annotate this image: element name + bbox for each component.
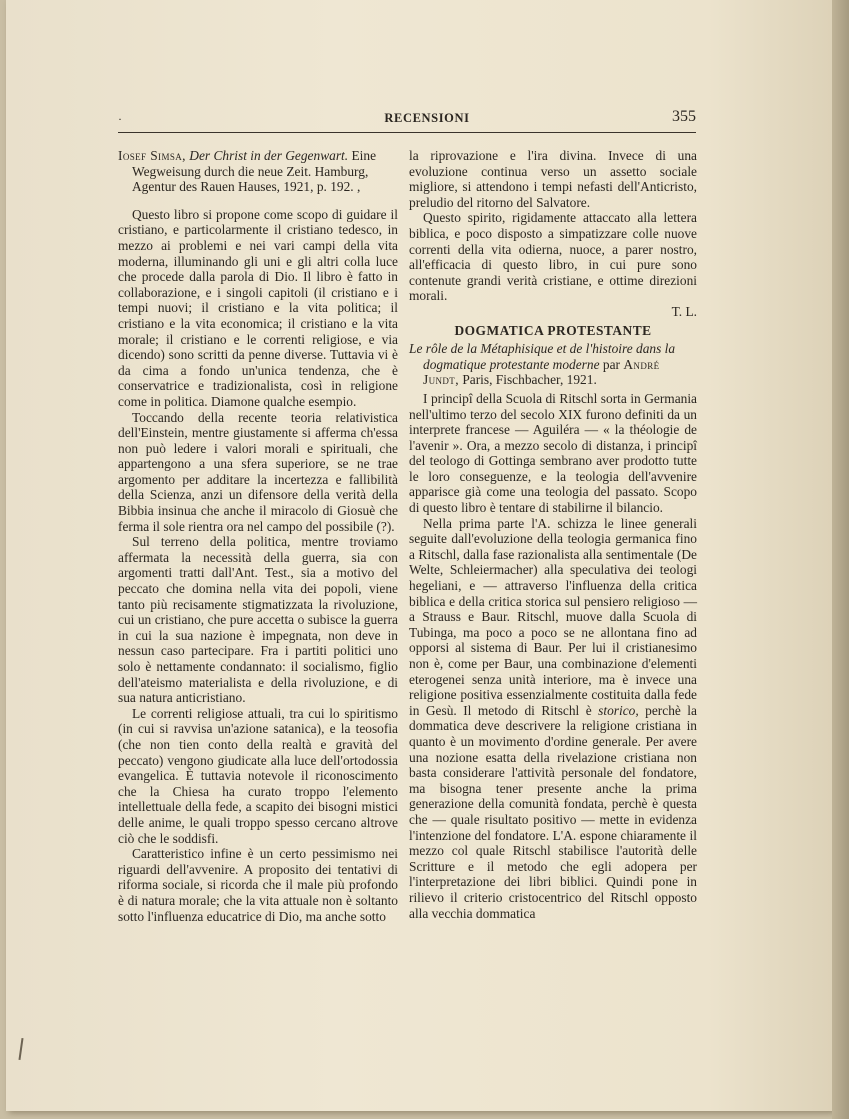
- paragraph: Le correnti religiose attuali, tra cui lo spiritismo (in cui si ravvisa un'azione satanica), e la teosofia (che non tien conto della realtà e gravità del peccato) vengono giudicate alla luce dell'ortodossia evangelica. È tuttavia notevole il riconoscimento che la Chiesa ha curato troppo l'elemento intellettuale della fede, a scapito dei bisogni mistici delle anime, le quali troppo spesso cercano altrove ciò che le soddisfi.: [118, 705, 398, 846]
- review-publication: Paris, Fischbacher, 1921.: [462, 372, 597, 388]
- paragraph: Questo libro si propone come scopo di guidare il cristiano, e particolarmente il cristiano tedesco, in mezzo ai problemi e nei vari campi della vita moderna, illuminando gli uni e gli altri colla luce che procede dalla parola di Dio. Il libro è fatto in collaborazione, e i singoli capitoli (il cristiano e i tempi nuovi; il cristiano e la vita politica; il cristiano e la vita economica; il cristiano e la vita morale; il cristiano e le correnti religiose, e via dicendo) sono scritti da penne diverse. Tuttavia vi è da cima a fondo un'unica tendenza, che è conservatrice e tradizionalista, così in religione come in politica. Diamone qualche esempio.: [118, 206, 398, 409]
- paragraph: Toccando della recente teoria relativistica dell'Einstein, mentre giustamente si afferma ch'essa non può ledere i valori morali e spirituali, che appartengono a una sfera superiore, se ne trae argomento per additare la incertezza e fallibilità della Scienza, anzi un difensore della verità della Bibbia insinua che anche il miracolo di Giosuè che ferma il sole rientra ora nel campo del possibile (?).: [118, 409, 398, 534]
- paragraph: I principî della Scuola di Ritschl sorta in Germania nell'ultimo terzo del secolo XIX furono definiti da un interprete francese — Aguiléra — « la théologie de l'avenir ». Ora, a mezzo secolo di distanza, i principî del teologo di Gottinga sembrano aver prodotto tutte le loro conseguenze, e la teologia dell'avvenire apparisce già come una teologia del passato. Scopo di questo libro è tentare di stabilirne il bilancio.: [409, 390, 697, 516]
- review-title: Der Christ in der Gegenwart.: [189, 148, 349, 163]
- paragraph: Caratteristico infine è un certo pessimismo nei riguardi dell'avvenire. A proposito dei tentativi di riforma sociale, si ricorda che il male più profondo è di natura morale; che la vita attuale non è soltanto sotto l'influenza educatrice di Dio, ma anche sotto: [118, 846, 398, 924]
- right-column: [409, 148, 697, 921]
- review-par: par: [602, 356, 620, 372]
- section-heading: DOGMATICA PROTESTANTE: [454, 322, 652, 338]
- header-rule: [118, 132, 696, 133]
- review-author: Iosef Simsa,: [118, 148, 186, 163]
- left-column: [118, 148, 398, 924]
- header-dot: ·: [118, 112, 122, 126]
- paragraph: la riprovazione e l'ira divina. Invece di una evoluzione continua verso un assetto sociale migliore, si attendono i tempi nefasti dell'Anticristo, preludio del ritorno del Salvatore.: [409, 148, 697, 210]
- paragraph: Questo spirito, rigidamente attaccato alla lettera biblica, e poco disposto a simpatizzare colle nuove correnti della vita odierna, nuoce, a parer nostro, all'efficacia di questo libro, in cui pure sono contenute grandi verità cristiane, e ottime direzioni morali.: [409, 210, 697, 304]
- paragraph: [409, 516, 697, 921]
- book-page: [6, 0, 832, 1111]
- header-title: RECENSIONI: [384, 111, 470, 125]
- next-page-edge: [832, 0, 849, 1119]
- italic-word: storico,: [598, 702, 639, 718]
- page-mark: [18, 1038, 23, 1060]
- review-author: André Jundt,: [423, 356, 660, 388]
- reviewer-signature: T. L.: [671, 303, 697, 319]
- review-publication: Eine Wegweisung durch die neue Zeit. Hamburg, Agentur des Rauen Hauses, 1921, p. 192. ,: [132, 148, 377, 195]
- review-reference: [118, 148, 398, 195]
- paragraph-text: Nella prima parte l'A. schizza le linee generali seguite dall'evoluzione della teologia germanica fino a Ritschl, dalla fase razionalista alla sentimentale (De Welte, Schleiermacher) alla speculativa dei teologi hegeliani, e — attraverso l'influenza della critica biblica e della critica storica sul pensiero religioso — a Strauss e Baur. Ritschl, muove dalla Scuola di Tubinga, ma poco a poco se ne allontana fino ad opporsi al sistema di Baur. Per lui il cristianesimo non è, come per Baur, una combinazione d'elementi eterogenei senza unità interiore, ma è invece una religione positiva essenzialmente costituita dalla fede in Gesù. Il metodo di Ritschl è: [409, 515, 697, 718]
- review-reference: [409, 341, 697, 388]
- paragraph-text: perchè la dommatica deve descrivere la religione cristiana in quanto è un movimento d'ordine generale. Per avere una nozione esatta della rivelazione cristiana non basta considerare l'attività personale del fondatore, ma bisogna tener presente anche la prima generazione della comunità fondata, perchè è questa che — quale risultato positivo — mette in evidenza l'intenzione del fondatore. L'A. espone chiaramente il mezzo col quale Ritschl stabilisce l'autorità delle Scritture e il metodo che egli adopera per l'interpretazione dei libri biblici. Quindi pone in rilievo il criterio cristocentrico del Ritschl opposto alla vecchia dommatica: [409, 702, 697, 921]
- page-number: 355: [672, 108, 696, 125]
- review-title: Le rôle de la Métaphisique et de l'histoire dans la dogmatique protestante moderne: [409, 341, 676, 372]
- running-header: [118, 108, 696, 134]
- paragraph: Sul terreno della politica, mentre troviamo affermata la necessità della guerra, sia con argomenti tratti dall'Ant. Test., sia a motivo del peccato che domina nella vita dei popoli, viene tanto più recisamente stigmatizzata la rivoluzione, cui un cristiano, che pure accetta o subisce la guerra in cui la sua nazione è impegnata, non deve in nessun caso partecipare. Fra i partiti politici uno solo è nettamente condannato: il socialismo, figlio dell'ateismo materialista e della rivoluzione, e di sua natura anticristiano.: [118, 534, 398, 706]
